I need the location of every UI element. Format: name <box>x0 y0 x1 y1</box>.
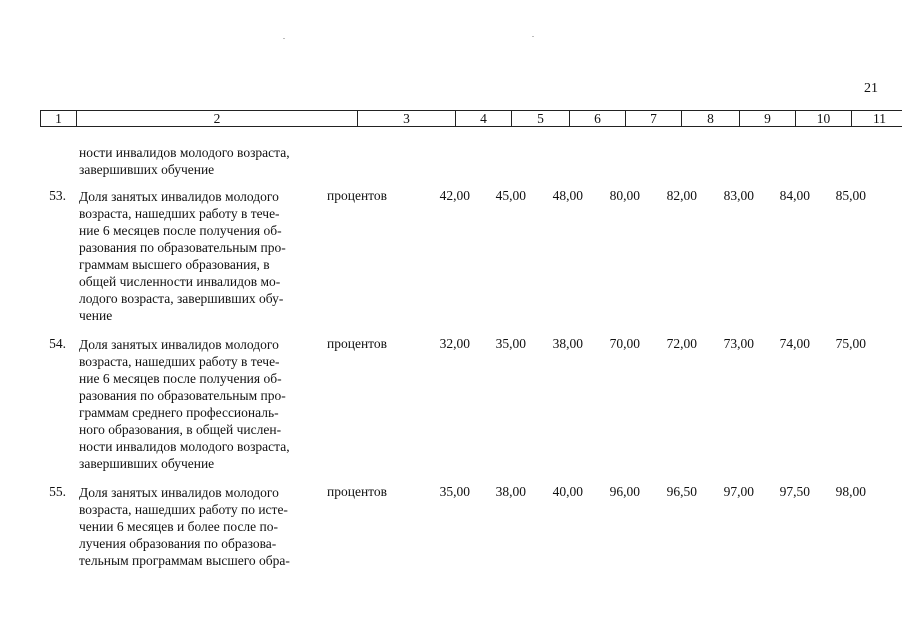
unit-cell: процентов <box>327 188 388 203</box>
value-cell: 75,00 <box>835 336 866 351</box>
scan-speck <box>283 38 285 39</box>
column-header-11: 11 <box>852 111 902 127</box>
value-cell: 72,00 <box>666 336 697 351</box>
text-line: лучения образования по образова- <box>79 536 277 551</box>
text-line: общей численности инвалидов мо- <box>79 274 281 289</box>
value-cell: 32,00 <box>439 336 470 351</box>
unit-cell: процентов <box>327 336 388 351</box>
column-header-9: 9 <box>740 111 796 127</box>
value-cell: 38,00 <box>552 336 583 351</box>
continuation-text <box>79 144 315 178</box>
column-header-3: 3 <box>358 111 456 127</box>
text-line: Доля занятых инвалидов молодого <box>79 337 279 352</box>
text-line: разования по образовательным про- <box>79 388 286 403</box>
text-line: ности инвалидов молодого возраста, <box>79 439 290 454</box>
column-header-5: 5 <box>512 111 570 127</box>
text-line: ние 6 месяцев после получения об- <box>79 371 282 386</box>
value-cell: 73,00 <box>723 336 754 351</box>
value-cell: 85,00 <box>835 188 866 203</box>
row-number: 54. <box>49 336 66 351</box>
value-cell: 98,00 <box>835 484 866 499</box>
value-cell: 82,00 <box>666 188 697 203</box>
text-line: ности инвалидов молодого возраста, <box>79 145 290 160</box>
row-number: 53. <box>49 188 66 203</box>
value-cell: 35,00 <box>495 336 526 351</box>
column-header-1: 1 <box>41 111 77 127</box>
value-cell: 80,00 <box>609 188 640 203</box>
row-description <box>79 188 315 324</box>
value-cell: 48,00 <box>552 188 583 203</box>
text-line: лодого возраста, завершивших обу- <box>79 291 284 306</box>
text-line: завершивших обучение <box>79 456 215 471</box>
column-header-10: 10 <box>796 111 852 127</box>
text-line: возраста, нашедших работу в тече- <box>79 354 280 369</box>
column-header-6: 6 <box>570 111 626 127</box>
value-cell: 74,00 <box>779 336 810 351</box>
text-line: возраста, нашедших работу по исте- <box>79 502 288 517</box>
row-description <box>79 336 315 472</box>
text-line: чение <box>79 308 113 323</box>
row-description <box>79 484 315 569</box>
unit-cell: процентов <box>327 484 388 499</box>
text-line: граммам среднего профессиональ- <box>79 405 279 420</box>
text-line: тельным программам высшего обра- <box>79 553 290 568</box>
row-number: 55. <box>49 484 66 499</box>
text-line: Доля занятых инвалидов молодого <box>79 485 279 500</box>
column-header-row <box>40 110 902 127</box>
value-cell: 38,00 <box>495 484 526 499</box>
value-cell: 45,00 <box>495 188 526 203</box>
column-header-8: 8 <box>682 111 740 127</box>
value-cell: 83,00 <box>723 188 754 203</box>
text-line: разования по образовательным про- <box>79 240 286 255</box>
column-header-7: 7 <box>626 111 682 127</box>
text-line: завершивших обучение <box>79 162 215 177</box>
value-cell: 97,00 <box>723 484 754 499</box>
column-header-2: 2 <box>77 111 358 127</box>
value-cell: 96,00 <box>609 484 640 499</box>
text-line: ного образования, в общей числен- <box>79 422 282 437</box>
value-cell: 97,50 <box>779 484 810 499</box>
text-line: Доля занятых инвалидов молодого <box>79 189 279 204</box>
scan-speck <box>532 36 534 37</box>
text-line: граммам высшего образования, в <box>79 257 270 272</box>
value-cell: 42,00 <box>439 188 470 203</box>
value-cell: 96,50 <box>666 484 697 499</box>
value-cell: 84,00 <box>779 188 810 203</box>
value-cell: 40,00 <box>552 484 583 499</box>
value-cell: 70,00 <box>609 336 640 351</box>
value-cell: 35,00 <box>439 484 470 499</box>
text-line: ние 6 месяцев после получения об- <box>79 223 282 238</box>
text-line: возраста, нашедших работу в тече- <box>79 206 280 221</box>
page-number: 21 <box>864 81 878 96</box>
text-line: чении 6 месяцев и более после по- <box>79 519 279 534</box>
column-header-4: 4 <box>456 111 512 127</box>
